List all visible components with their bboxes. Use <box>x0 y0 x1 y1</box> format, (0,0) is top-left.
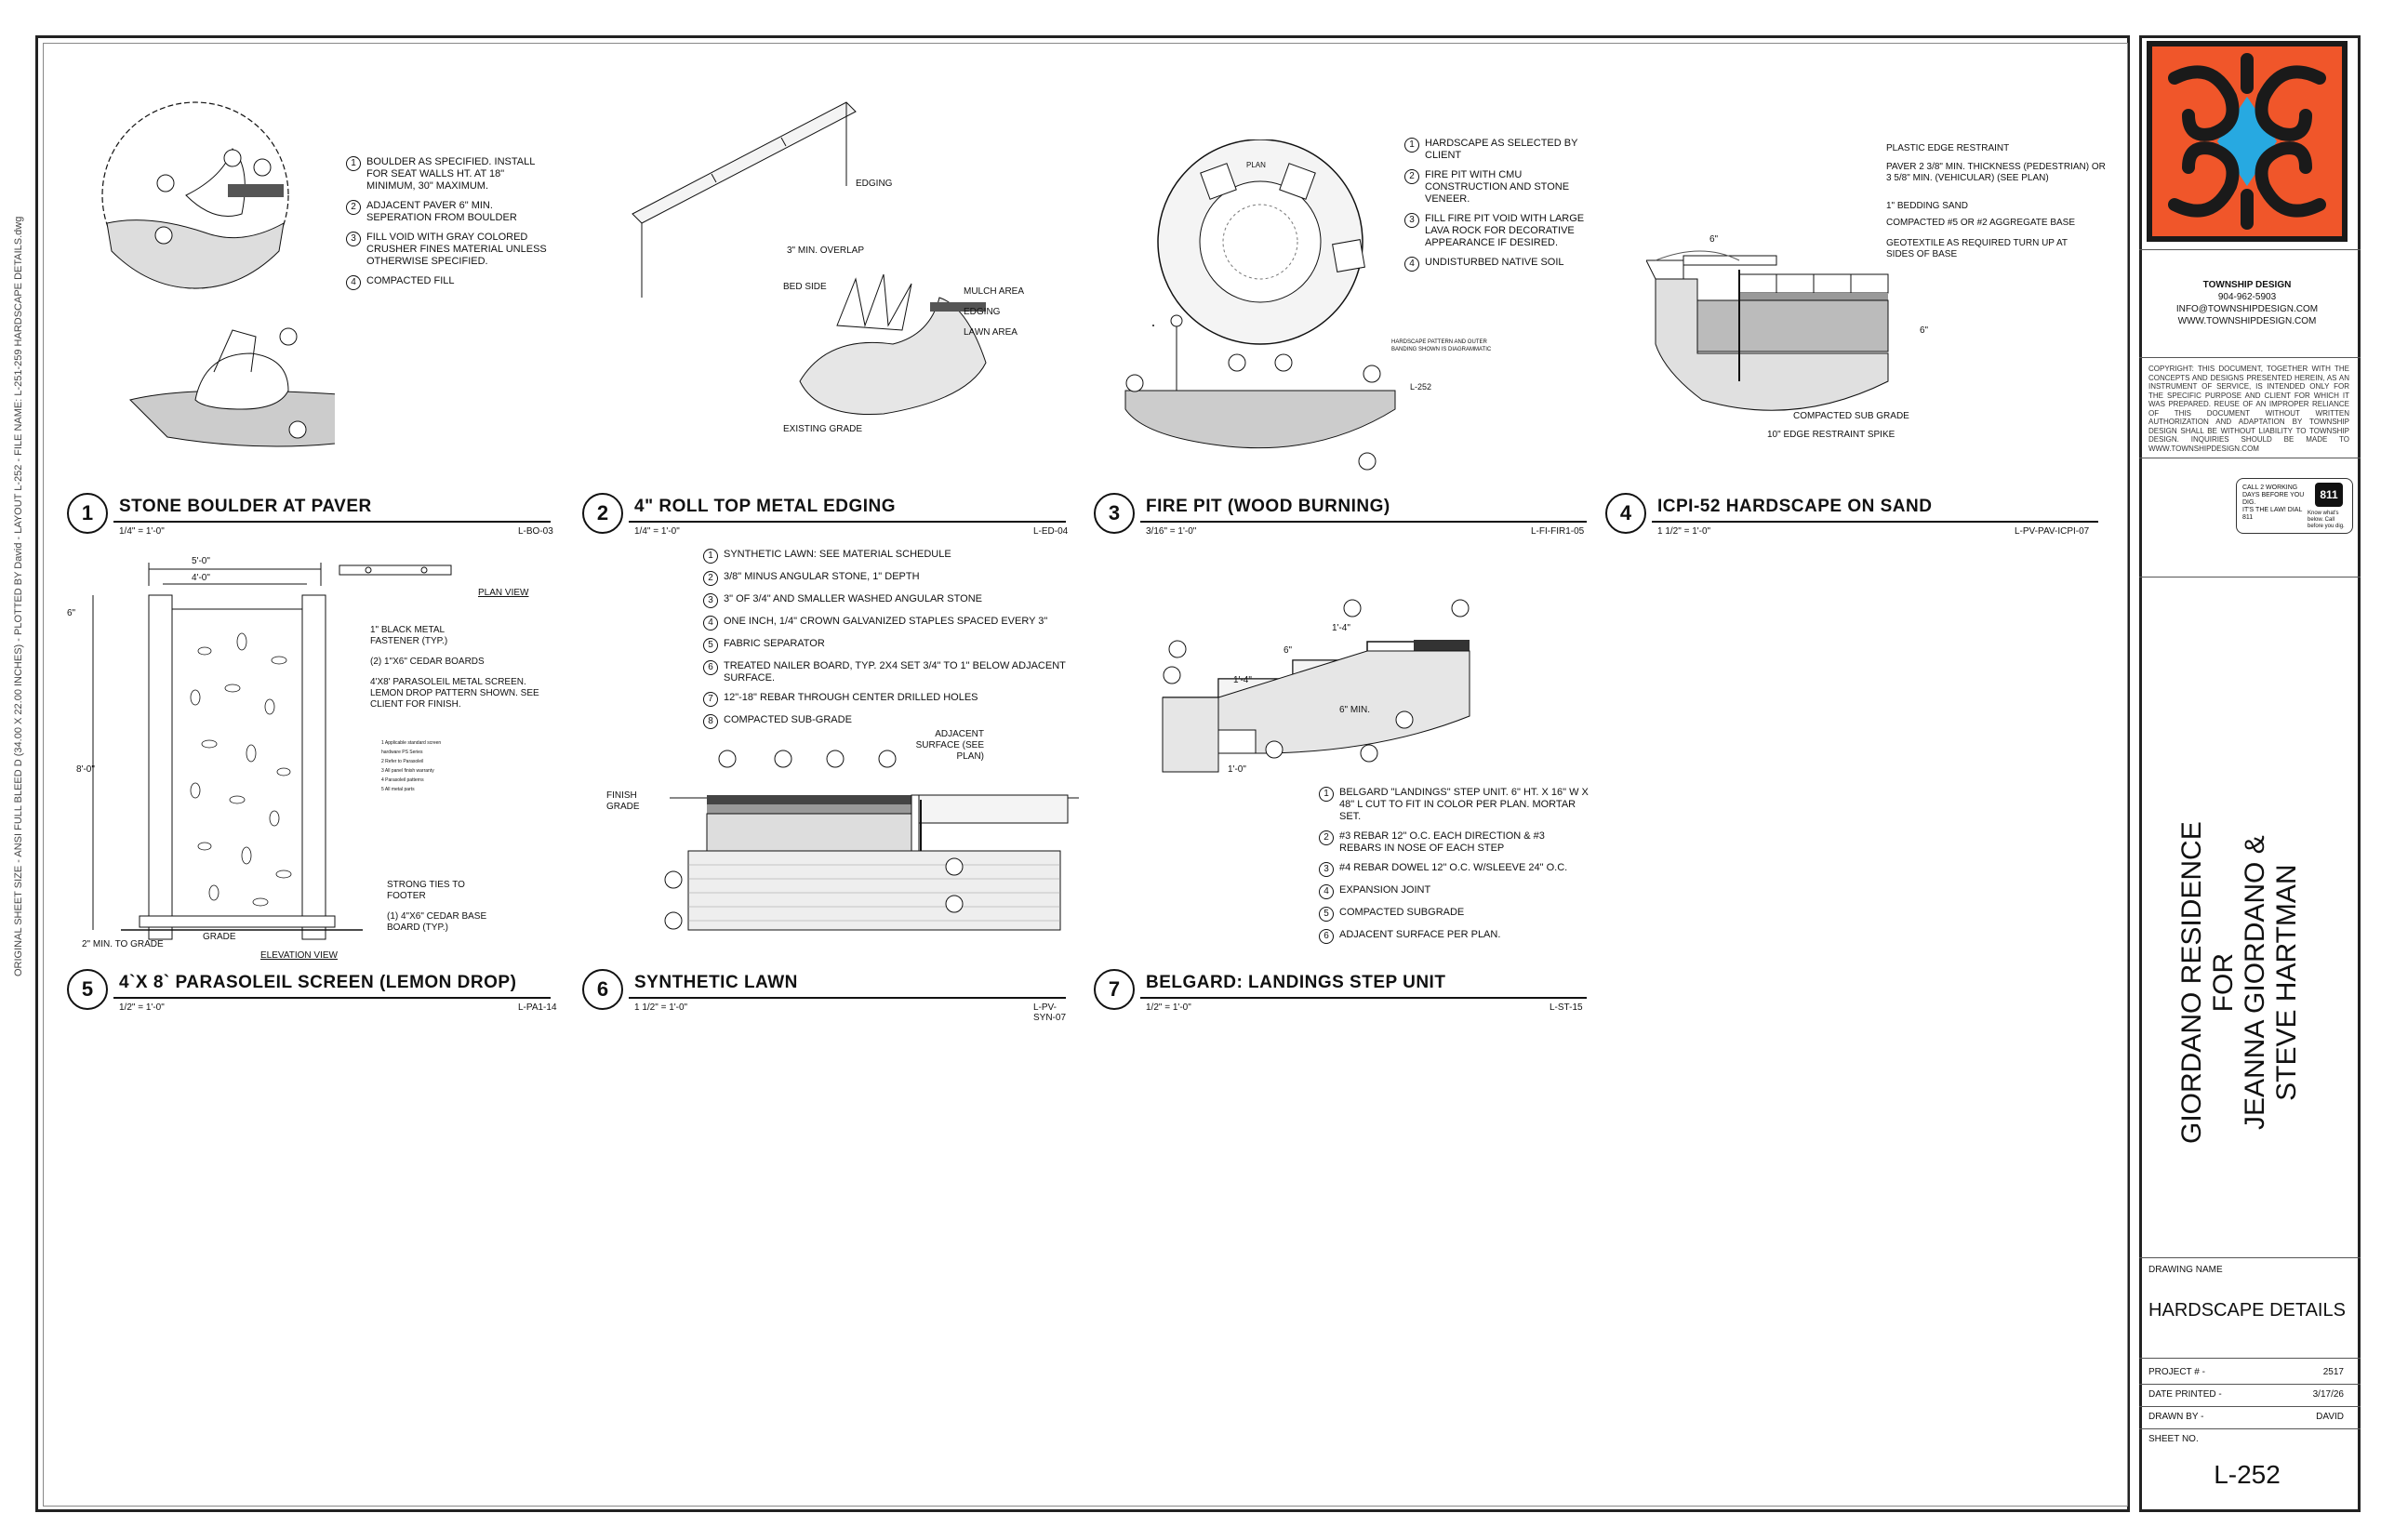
detail-4-title: 4 ICPI-52 HARDSCAPE ON SAND 1 1/2" = 1'-0" L-PV-PAV-ICPI-07 <box>1605 493 2108 545</box>
detail-3-drawing <box>1116 139 1404 484</box>
project-line: STEVE HARTMAN <box>2271 864 2302 1101</box>
project-line: GIORDANO RESIDENCE <box>2176 821 2207 1144</box>
detail-3-title: 3 FIRE PIT (WOOD BURNING) 3/16" = 1'-0" L-FI-FIR1-05 <box>1094 493 1596 545</box>
ties-label: STRONG TIES TO FOOTER <box>387 880 465 901</box>
note-item: 1 BELGARD "LANDINGS" STEP UNIT. 6" HT. X 16" W X 48" L CUT TO FIT IN COLOR PER PLAN. MORTAR SET. <box>1319 787 1589 823</box>
tb-divider <box>2139 1358 2361 1359</box>
drawing-name-label: DRAWING NAME <box>2148 1265 2223 1275</box>
dim-1-0: 1'-0" <box>1228 764 1246 775</box>
note-item: 6 TREATED NAILER BOARD, TYP. 2X4 SET 3/4" TO 1" BELOW ADJACENT SURFACE. <box>703 660 1066 684</box>
grade-label: GRADE <box>203 932 236 942</box>
note-item: 4 EXPANSION JOINT <box>1319 884 1589 899</box>
detail-2-drawing <box>614 93 1004 446</box>
svg-text:2 Refer to Parasoleil: 2 Refer to Parasoleil <box>381 759 424 764</box>
overlap-label: 3" MIN. OVERLAP <box>787 246 865 256</box>
copyright-notice: COPYRIGHT: THIS DOCUMENT, TOGETHER WITH THE CONCEPTS AND DESIGNS PRESENTED HEREIN, AS AN INSTRUMENT OF SERVICE, IS INTENDED ONLY FOR THE SPECIFIC PURPOSE AND CLIENT FOR WHICH IT WAS PREPARED. REUSE OF AN IMPROPER RELIANCE OF THIS DOCUMENT WITHOUT WRITTEN AUTHORIZATION AND ADAPTATION BY TOWNSHIP DESIGN SHALL BE WITHOUT LIABILITY TO TOWNSHIP DESIGN. INQUIRIES SHOULD BE MADE TO WWW.TOWNSHIPDESIGN.COM <box>2148 365 2349 453</box>
note-item: 7 12"-18" REBAR THROUGH CENTER DRILLED HOLES <box>703 692 1066 707</box>
note-item: 8 COMPACTED SUB-GRADE <box>703 714 1066 729</box>
sheet-ref-tag: L-252 <box>1410 382 1432 392</box>
project-number-row: PROJECT # - 2517 <box>2148 1367 2344 1377</box>
note-item: 5 FABRIC SEPARATOR <box>703 638 1066 653</box>
detail-5-title: 5 4`X 8` PARASOLEIL SCREEN (LEMON DROP) 1/2" = 1'-0" L-PA1-14 <box>67 969 560 1021</box>
dim-1-4-top: 1'-4" <box>1332 623 1350 633</box>
plot-info: ORIGINAL SHEET SIZE - ANSI FULL BLEED D (34.00 X 22.00 INCHES) - PLOTTED BY David - LAYOUT L-252 - FILE NAME: L-251-259 HARDSCAPE DETAILS.dwg <box>13 216 24 976</box>
call-811-logo: 811 <box>2315 483 2343 507</box>
detail-5-drawing <box>84 558 567 949</box>
mulch-label: MULCH AREA <box>964 286 1025 297</box>
call-811-law: IT'S THE LAW! DIAL 811 <box>2242 507 2303 521</box>
dim-6-top: 6" <box>1709 234 1719 245</box>
note-item: 1 SYNTHETIC LAWN: SEE MATERIAL SCHEDULE <box>703 549 1066 564</box>
detail-6-drawing <box>651 744 1079 939</box>
adjacent-surface-label: ADJACENT SURFACE (SEE PLAN) <box>915 729 984 762</box>
note-item: 3 FILL FIRE PIT VOID WITH LARGE LAVA ROCK FOR DECORATIVE APPEARANCE IF DESIRED. <box>1404 213 1590 249</box>
tb-divider <box>2139 577 2361 578</box>
note-item: 1 HARDSCAPE AS SELECTED BY CLIENT <box>1404 138 1590 162</box>
company-email: INFO@TOWNSHIPDESIGN.COM <box>2175 304 2319 314</box>
fastener-label: 1" BLACK METAL FASTENER (TYP.) <box>370 625 448 646</box>
pattern-note: HARDSCAPE PATTERN AND OUTER BANDING SHOWN IS DIAGRAMMATIC <box>1391 339 1492 352</box>
township-design-logo <box>2147 41 2348 242</box>
boards-label: (2) 1"X6" CEDAR BOARDS <box>370 657 485 667</box>
detail-4-drawing <box>1646 139 1944 446</box>
subgrade-label: COMPACTED SUB GRADE <box>1793 411 1909 421</box>
detail-1-drawing <box>93 93 335 465</box>
width-dim-4ft: 4'-0" <box>192 573 210 583</box>
min-grade-label: 2" MIN. TO GRADE <box>82 939 164 949</box>
base-label: COMPACTED #5 OR #2 AGGREGATE BASE <box>1886 218 2076 228</box>
tb-divider <box>2139 249 2361 250</box>
dim-6-side: 6" <box>1920 325 1929 336</box>
note-item: 3 #4 REBAR DOWEL 12" O.C. W/SLEEVE 24" O.C. <box>1319 862 1589 877</box>
spike-label: 10" EDGE RESTRAINT SPIKE <box>1767 430 1895 440</box>
call-811-slogan: Know what's below. Call before you dig. <box>2308 511 2345 529</box>
note-item: 4 ONE INCH, 1/4" CROWN GALVANIZED STAPLES SPACED EVERY 3" <box>703 616 1066 631</box>
plan-label: PLAN <box>1246 161 1266 169</box>
detail-7-title: 7 BELGARD: LANDINGS STEP UNIT 1/2" = 1'-0" L-ST-15 <box>1094 969 1596 1021</box>
tb-divider <box>2139 1428 2361 1429</box>
geotextile-label: GEOTEXTILE AS REQUIRED TURN UP AT SIDES OF BASE <box>1886 238 2068 259</box>
width-dim-5ft: 5'-0" <box>192 556 210 566</box>
note-item: 1 BOULDER AS SPECIFIED. INSTALL FOR SEAT WALLS HT. AT 18" MINIMUM, 30" MAXIMUM. <box>346 156 551 192</box>
call-811-text: CALL 2 WORKING DAYS BEFORE YOU DIG. <box>2242 485 2305 506</box>
restraint-label: PLASTIC EDGE RESTRAINT <box>1886 143 2010 153</box>
note-item: 2 3/8" MINUS ANGULAR STONE, 1" DEPTH <box>703 571 1066 586</box>
note-item: 6 ADJACENT SURFACE PER PLAN. <box>1319 929 1589 944</box>
note-item: 5 COMPACTED SUBGRADE <box>1319 907 1589 922</box>
detail-7-drawing <box>1144 595 1479 781</box>
detail-6-notes <box>703 549 1066 737</box>
svg-text:hardware PS Series: hardware PS Series <box>381 750 423 755</box>
detail-6-title: 6 SYNTHETIC LAWN 1 1/2" = 1'-0" L-PV-SYN-07 <box>582 969 1075 1021</box>
paver-label: PAVER 2 3/8" MIN. THICKNESS (PEDESTRIAN) OR 3 5/8" MIN. (VEHICULAR) (SEE PLAN) <box>1886 162 2106 183</box>
dim-6-min: 6" MIN. <box>1339 705 1370 715</box>
drawn-by-row: DRAWN BY - DAVID <box>2148 1412 2344 1422</box>
detail-7-notes <box>1319 787 1589 951</box>
tb-divider <box>2139 1384 2361 1385</box>
sand-label: 1" BEDDING SAND <box>1886 201 1969 211</box>
elevation-view-label: ELEVATION VIEW <box>260 950 338 961</box>
date-printed-row: DATE PRINTED - 3/17/26 <box>2148 1389 2344 1400</box>
edging-label: EDGING <box>856 179 893 189</box>
note-item: 3 3" OF 3/4" AND SMALLER WASHED ANGULAR STONE <box>703 593 1066 608</box>
svg-text:3 All panel finish warranty: 3 All panel finish warranty <box>381 768 434 774</box>
company-name: TOWNSHIP DESIGN <box>2202 280 2292 290</box>
screen-label: 4'X8' PARASOLEIL METAL SCREEN. LEMON DROP PATTERN SHOWN. SEE CLIENT FOR FINISH. <box>370 677 539 710</box>
project-line: FOR <box>2208 952 2239 1013</box>
height-dim-8ft: 8'-0" <box>76 764 95 775</box>
detail-3-notes <box>1404 138 1590 279</box>
tb-divider <box>2139 357 2361 358</box>
note-item: 2 #3 REBAR 12" O.C. EACH DIRECTION & #3 REBARS IN NOSE OF EACH STEP <box>1319 830 1589 855</box>
dim-6in: 6" <box>67 608 76 618</box>
svg-text:4 Parasoleil patterns: 4 Parasoleil patterns <box>381 777 424 783</box>
company-info <box>2139 279 2355 327</box>
note-item: 4 UNDISTURBED NATIVE SOIL <box>1404 257 1590 272</box>
project-title <box>2176 821 2303 1144</box>
detail-1-notes <box>346 156 551 298</box>
finish-grade-label: FINISH GRADE <box>606 790 640 812</box>
drawing-name: HARDSCAPE DETAILS <box>2148 1300 2346 1321</box>
plan-view-label: PLAN VIEW <box>478 588 529 598</box>
lawn-label: LAWN AREA <box>964 327 1018 338</box>
bed-side-label: BED SIDE <box>783 282 827 292</box>
dim-6: 6" <box>1284 645 1293 656</box>
edging2-label: EDGING <box>964 307 1001 317</box>
base-board-label: (1) 4"X6" CEDAR BASE BOARD (TYP.) <box>387 911 487 933</box>
note-item: 4 COMPACTED FILL <box>346 275 551 290</box>
detail-2-title: 2 4" ROLL TOP METAL EDGING 1/4" = 1'-0" L-ED-04 <box>582 493 1075 545</box>
project-line: JEANNA GIORDANO & <box>2240 835 2270 1131</box>
tb-divider <box>2139 1257 2361 1258</box>
note-item: 3 FILL VOID WITH GRAY COLORED CRUSHER FINES MATERIAL UNLESS OTHERWISE SPECIFIED. <box>346 232 551 268</box>
title-block-border <box>2139 35 2361 1512</box>
note-item: 2 FIRE PIT WITH CMU CONSTRUCTION AND STONE VENEER. <box>1404 169 1590 206</box>
tb-divider <box>2139 1406 2361 1407</box>
note-item: 2 ADJACENT PAVER 6" MIN. SEPERATION FROM BOULDER <box>346 200 551 224</box>
grade-label: EXISTING GRADE <box>783 424 863 434</box>
svg-text:1 Applicable standard screen: 1 Applicable standard screen <box>381 740 442 746</box>
company-web: WWW.TOWNSHIPDESIGN.COM <box>2177 316 2317 326</box>
company-phone: 904-962-5903 <box>2217 292 2277 302</box>
detail-1-title: 1 STONE BOULDER AT PAVER 1/4" = 1'-0" L-BO-03 <box>67 493 560 545</box>
dim-1-4-mid: 1'-4" <box>1233 675 1252 685</box>
svg-text:5 All metal parts: 5 All metal parts <box>381 787 415 792</box>
call-811-badge <box>2236 478 2353 534</box>
sheet-number: L-252 <box>2214 1460 2281 1489</box>
sheet-no-row: SHEET NO. <box>2148 1434 2199 1444</box>
